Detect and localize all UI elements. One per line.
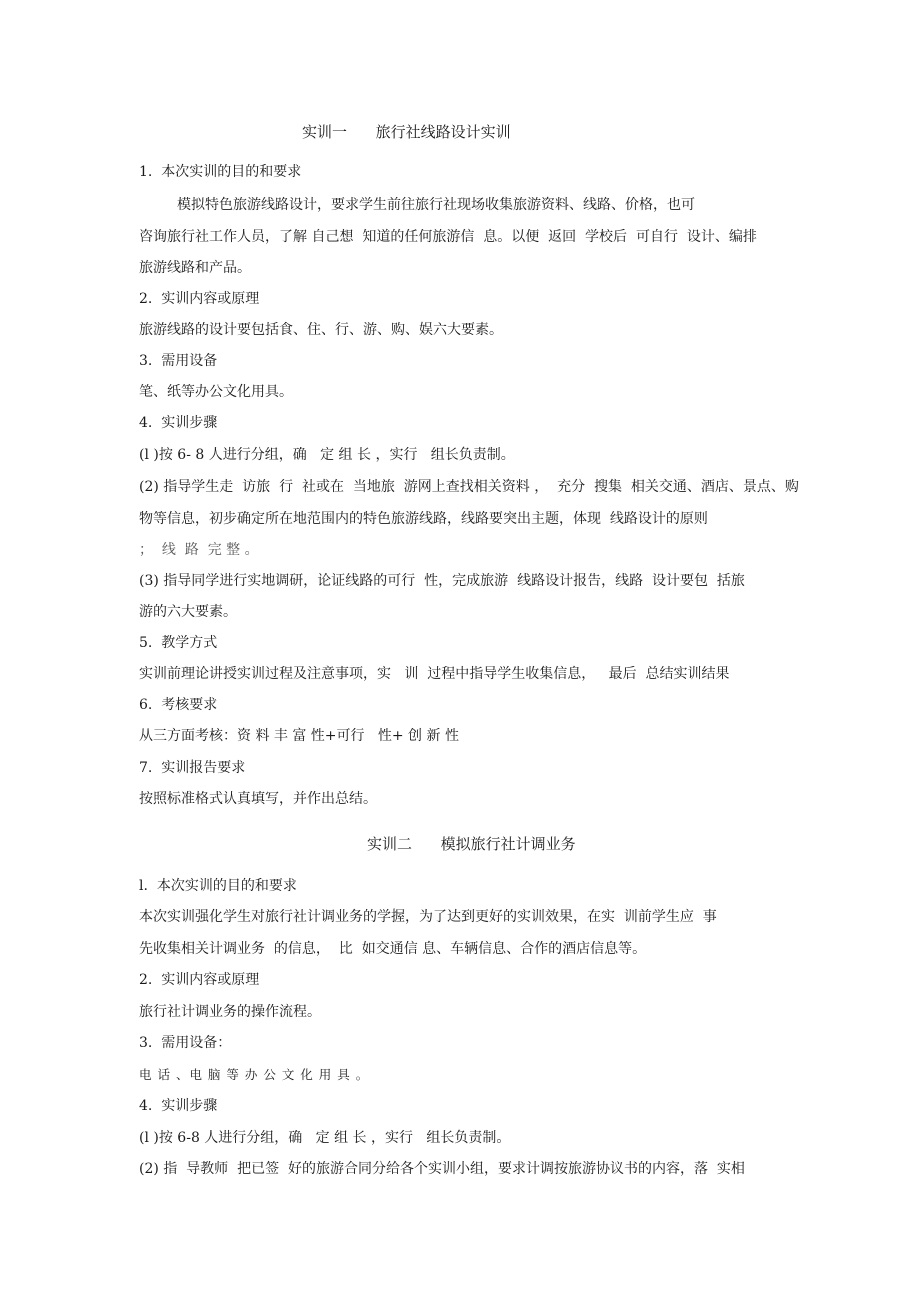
paragraph-line: (2) 指 导教师 把已签 好的旅游合同分给各个实训小组，要求计调按旅游协议书的内容，落 实相: [139, 1161, 745, 1177]
heading-1-4: 4. 实训步骤: [139, 415, 218, 431]
paragraph-line: (l )按 6-8 人进行分组，确 定 组 长 ，实行 组长负责制。: [139, 1130, 511, 1146]
paragraph-line: 游的六大要素。: [139, 604, 237, 620]
paragraph-line: 从三方面考核：资 料 丰 富 性+可行 性+ 创 新 性: [139, 728, 459, 744]
heading-1-7: 7. 实训报告要求: [139, 760, 246, 776]
paragraph-line: (3) 指导同学进行实地调研，论证线路的可行 性，完成旅游 线路设计报告，线路 设计要包 括旅: [139, 573, 745, 589]
heading-2-3: 3. 需用设备：: [139, 1035, 232, 1051]
paragraph-line: (l )按 6- 8 人进行分组，确 定 组 长 ，实行 组长负责制。: [139, 447, 515, 463]
paragraph-line: 本次实训强化学生对旅行社计调业务的学握，为了达到更好的实训效果，在实 训前学生应 事: [139, 909, 717, 925]
paragraph-line: 电 话 、电 脑 等 办 公 文 化 用 具 。: [139, 1067, 370, 1082]
paragraph-line: 模拟特色旅游线路设计，要求学生前往旅行社现场收集旅游资料、线路、价格，也可: [177, 197, 695, 213]
paragraph-line: 旅游线路的设计要包括食、住、行、游、购、娱六大要素。: [139, 322, 503, 338]
paragraph-line: 旅行社计调业务的操作流程。: [139, 1004, 321, 1020]
paragraph-line: 咨询旅行社工作人员，了解 自己想 知道的任何旅游信 息。以便 返回 学校后 可自行 设计、编排: [139, 229, 757, 245]
paragraph-line: ； 线 路 完 整 。: [139, 542, 259, 558]
heading-1-1: 1. 本次实训的目的和要求: [139, 164, 302, 180]
section-title-2: 实训二 模拟旅行社计调业务: [367, 835, 576, 853]
heading-1-3: 3. 需用设备: [139, 353, 218, 369]
heading-1-5: 5. 教学方式: [139, 635, 218, 651]
paragraph-line: 物等信息，初步确定所在地范围内的特色旅游线路，线路要突出主题，体现 线路设计的原则: [139, 511, 708, 527]
heading-2-1: l. 本次实训的目的和要求: [139, 878, 297, 894]
paragraph-line: (2) 指导学生走 访旅 行 社或在 当地旅 游网上查找相关资料 ， 充分 搜集 相关交通、酒店、景点、购: [139, 479, 799, 495]
heading-2-2: 2. 实训内容或原理: [139, 972, 260, 988]
paragraph-line: 先收集相关计调业务 的信息， 比 如交通信 息、车辆信息、合作的酒店信息等。: [139, 941, 647, 957]
paragraph-line: 按照标准格式认真填写，并作出总结。: [139, 791, 377, 807]
heading-1-6: 6. 考核要求: [139, 697, 218, 713]
heading-1-2: 2. 实训内容或原理: [139, 291, 260, 307]
paragraph-line: 笔、纸等办公文化用具。: [139, 384, 293, 400]
paragraph-line: 旅游线路和产品。: [139, 260, 251, 276]
section-title-1: 实训一 旅行社线路设计实训: [302, 123, 511, 141]
heading-2-4: 4. 实训步骤: [139, 1098, 218, 1114]
paragraph-line: 实训前理论讲授实训过程及注意事项，实 训 过程中指导学生收集信息， 最后 总结实训结果: [139, 666, 730, 682]
